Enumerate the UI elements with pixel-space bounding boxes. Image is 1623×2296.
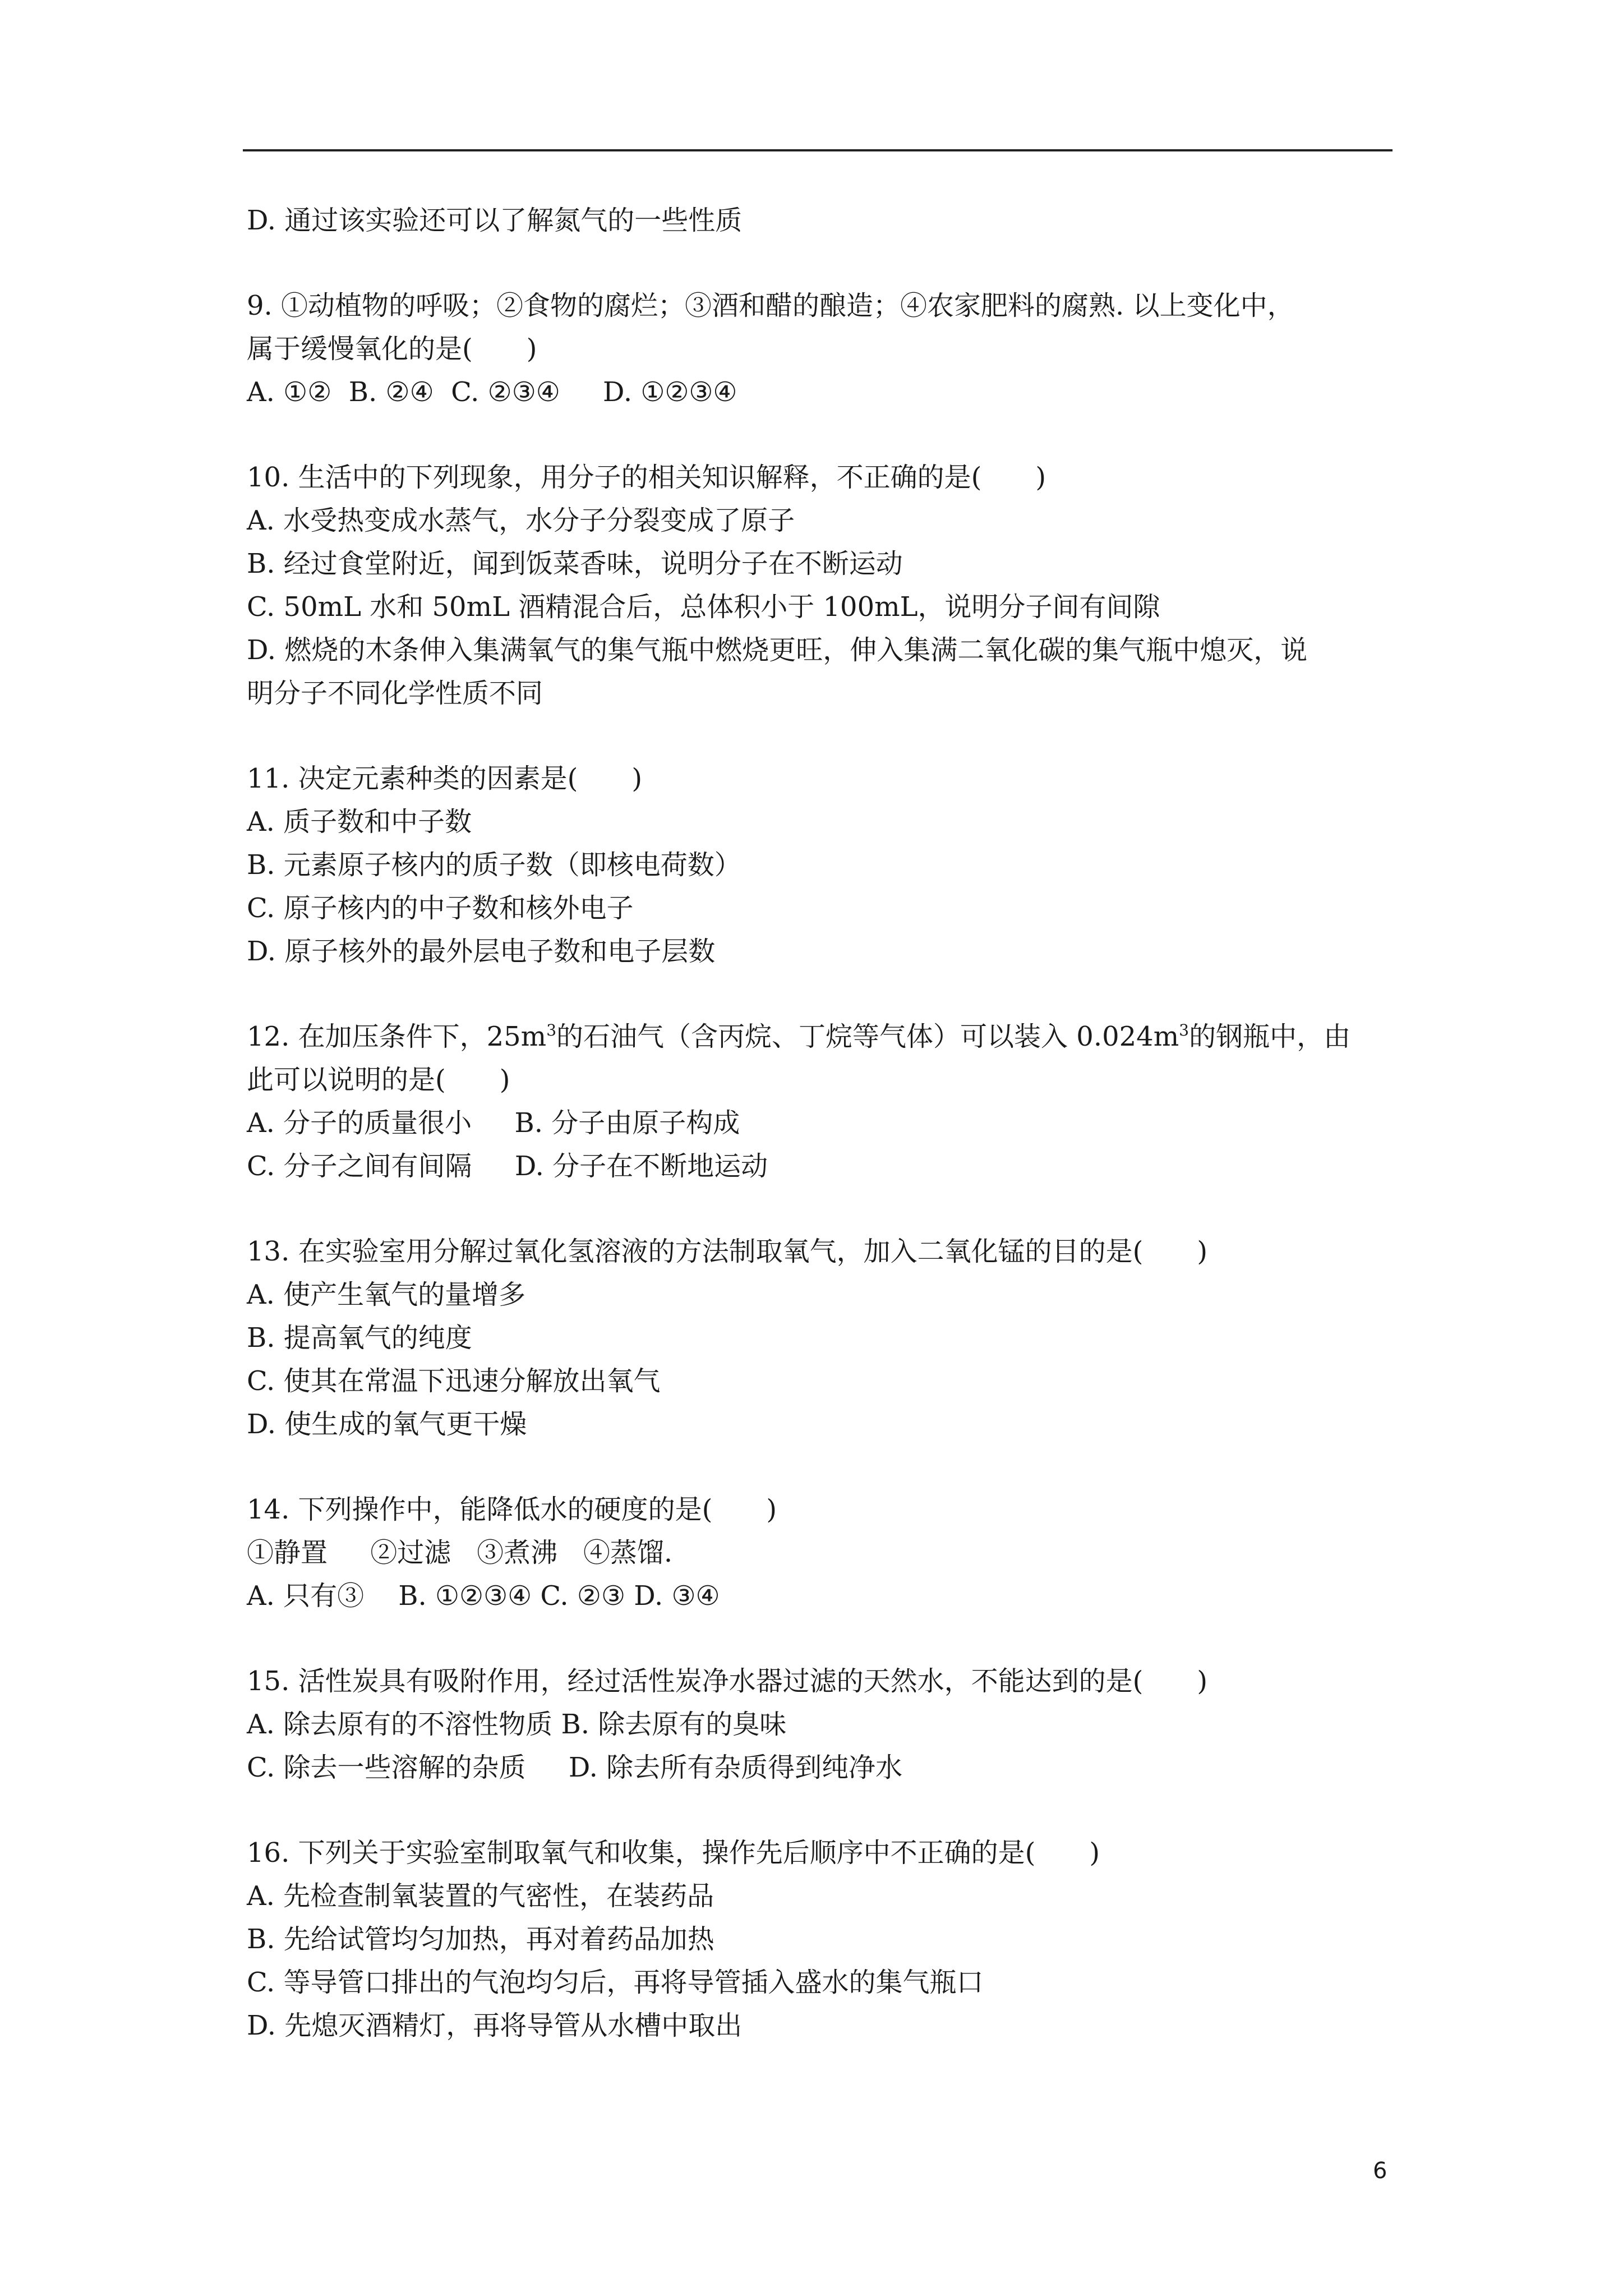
- option-line: 明分子不同化学性质不同: [247, 678, 543, 709]
- question-stem: 14. 下列操作中，能降低水的硬度的是( ): [247, 1494, 777, 1525]
- option-line: C. 原子核内的中子数和核外电子: [247, 892, 634, 924]
- option-line: A. 分子的质量很小 B. 分子由原子构成: [247, 1107, 740, 1139]
- option-line: B. 经过食堂附近，闻到饭菜香味，说明分子在不断运动: [247, 548, 903, 579]
- question-10: [247, 456, 1402, 715]
- option-line: A. 使产生氧气的量增多: [247, 1279, 526, 1310]
- question-11: [247, 757, 1402, 973]
- question-stem: 9. ①动植物的呼吸；②食物的腐烂；③酒和醋的酿造；④农家肥料的腐熟. 以上变化中，: [247, 290, 1294, 321]
- question-8-tail: [247, 199, 1402, 242]
- option-line: B. 提高氧气的纯度: [247, 1322, 472, 1354]
- question-stem: 属于缓慢氧化的是( ): [247, 333, 537, 365]
- question-stem: [247, 1015, 1402, 1059]
- header-rule: [243, 149, 1393, 151]
- stem-text: 的石油气（含丙烷、丁烷等气体）可以装入 0.024m: [556, 1021, 1179, 1052]
- question-gap: [247, 1188, 1402, 1230]
- question-stem: 16. 下列关于实验室制取氧气和收集，操作先后顺序中不正确的是( ): [247, 1837, 1100, 1869]
- page-number: 6: [1373, 2158, 1387, 2184]
- question-stem: 15. 活性炭具有吸附作用，经过活性炭净水器过滤的天然水，不能达到的是( ): [247, 1665, 1208, 1697]
- question-gap: [247, 1789, 1402, 1832]
- question-16: [247, 1832, 1402, 2047]
- option-line: B. 先给试管均匀加热，再对着药品加热: [247, 1924, 714, 1955]
- option-line: A. 先检查制氧装置的气密性，在装药品: [247, 1880, 714, 1912]
- superscript: 3: [546, 1021, 557, 1039]
- option-line: A. 除去原有的不溶性物质 B. 除去原有的臭味: [247, 1709, 787, 1740]
- option-line: D. 燃烧的木条伸入集满氧气的集气瓶中燃烧更旺，伸入集满二氧化碳的集气瓶中熄灭，说: [247, 634, 1308, 666]
- question-stem: 11. 决定元素种类的因素是( ): [247, 763, 643, 794]
- option-line: C. 除去一些溶解的杂质 D. 除去所有杂质得到纯净水: [247, 1752, 903, 1783]
- option-line: C. 等导管口排出的气泡均匀后，再将导管插入盛水的集气瓶口: [247, 1967, 984, 1998]
- document-body: [247, 199, 1402, 2047]
- question-gap: [247, 1446, 1402, 1488]
- question-gap: [247, 715, 1402, 757]
- option-line: C. 使其在常温下迅速分解放出氧气: [247, 1365, 661, 1397]
- stem-text: 12. 在加压条件下，25m: [247, 1021, 547, 1052]
- option-line: C. 分子之间有间隔 D. 分子在不断地运动: [247, 1151, 768, 1182]
- question-stem: 10. 生活中的下列现象，用分子的相关知识解释，不正确的是( ): [247, 462, 1046, 493]
- question-12: [247, 1015, 1402, 1188]
- option-line: A. 质子数和中子数: [247, 806, 472, 838]
- stem-text: 的钢瓶中，由: [1189, 1021, 1351, 1052]
- question-stem: 13. 在实验室用分解过氧化氢溶液的方法制取氧气，加入二氧化锰的目的是( ): [247, 1236, 1208, 1267]
- question-9: [247, 284, 1402, 414]
- option-line: A. 只有③ B. ①②③④ C. ②③ D. ③④: [247, 1580, 720, 1612]
- question-stem: 此可以说明的是( ): [247, 1064, 510, 1096]
- option-line: D. 原子核外的最外层电子数和电子层数: [247, 936, 716, 967]
- option-line: A. 水受热变成水蒸气，水分子分裂变成了原子: [247, 505, 795, 536]
- question-15: [247, 1660, 1402, 1789]
- question-gap: [247, 242, 1402, 284]
- question-13: [247, 1230, 1402, 1446]
- option-line: D. 先熄灭酒精灯，再将导管从水槽中取出: [247, 2010, 743, 2041]
- option-line: D. 通过该实验还可以了解氮气的一些性质: [247, 205, 743, 236]
- question-gap: [247, 973, 1402, 1015]
- option-line: D. 使生成的氧气更干燥: [247, 1409, 527, 1440]
- question-gap: [247, 1618, 1402, 1660]
- option-line: C. 50mL 水和 50mL 酒精混合后，总体积小于 100mL，说明分子间有间隙: [247, 591, 1160, 623]
- option-line: B. 元素原子核内的质子数（即核电荷数）: [247, 849, 741, 881]
- question-14: [247, 1488, 1402, 1618]
- superscript: 3: [1179, 1021, 1189, 1039]
- question-stem: ①静置 ②过滤 ③煮沸 ④蒸馏.: [247, 1537, 673, 1568]
- option-line: A. ①② B. ②④ C. ②③④ D. ①②③④: [247, 376, 737, 408]
- question-gap: [247, 414, 1402, 456]
